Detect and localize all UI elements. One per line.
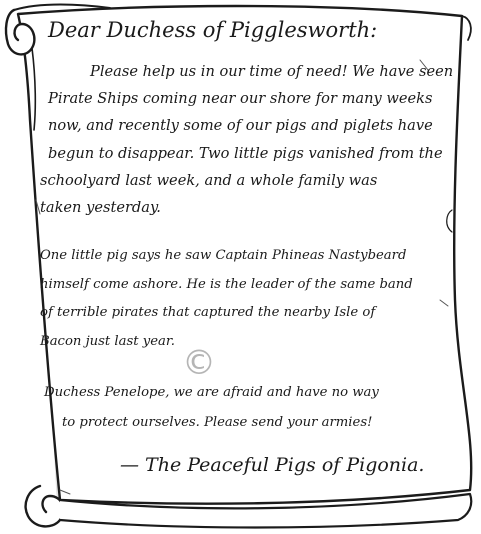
paragraph-line: One little pig says he saw Captain Phineas Nastybeard — [40, 248, 407, 263]
paragraph-line: of terrible pirates that captured the nearby Isle of — [40, 305, 376, 320]
paragraph-line: Duchess Penelope, we are afraid and have no way — [44, 385, 379, 400]
paragraph-line: himself come ashore. He is the leader of the same band — [40, 277, 413, 292]
paragraph-line: taken yesterday. — [40, 199, 161, 216]
letter-signature: — The Peaceful Pigs of Pigonia. — [120, 454, 425, 476]
paragraph-line: to protect ourselves. Please send your armies! — [62, 415, 373, 430]
paragraph-line: Pirate Ships coming near our shore for many weeks — [48, 90, 433, 107]
paragraph-line: begun to disappear. Two little pigs vanished from the — [48, 145, 443, 162]
paragraph-line: now, and recently some of our pigs and piglets have — [48, 117, 433, 134]
copyright-icon: © — [182, 343, 216, 383]
paragraph-line: schoolyard last week, and a whole family was — [40, 172, 378, 189]
paragraph-line: Please help us in our time of need! We have seen — [90, 63, 454, 80]
paragraph-line: Bacon just last year. — [40, 334, 175, 349]
letter-greeting: Dear Duchess of Pigglesworth: — [48, 18, 378, 42]
